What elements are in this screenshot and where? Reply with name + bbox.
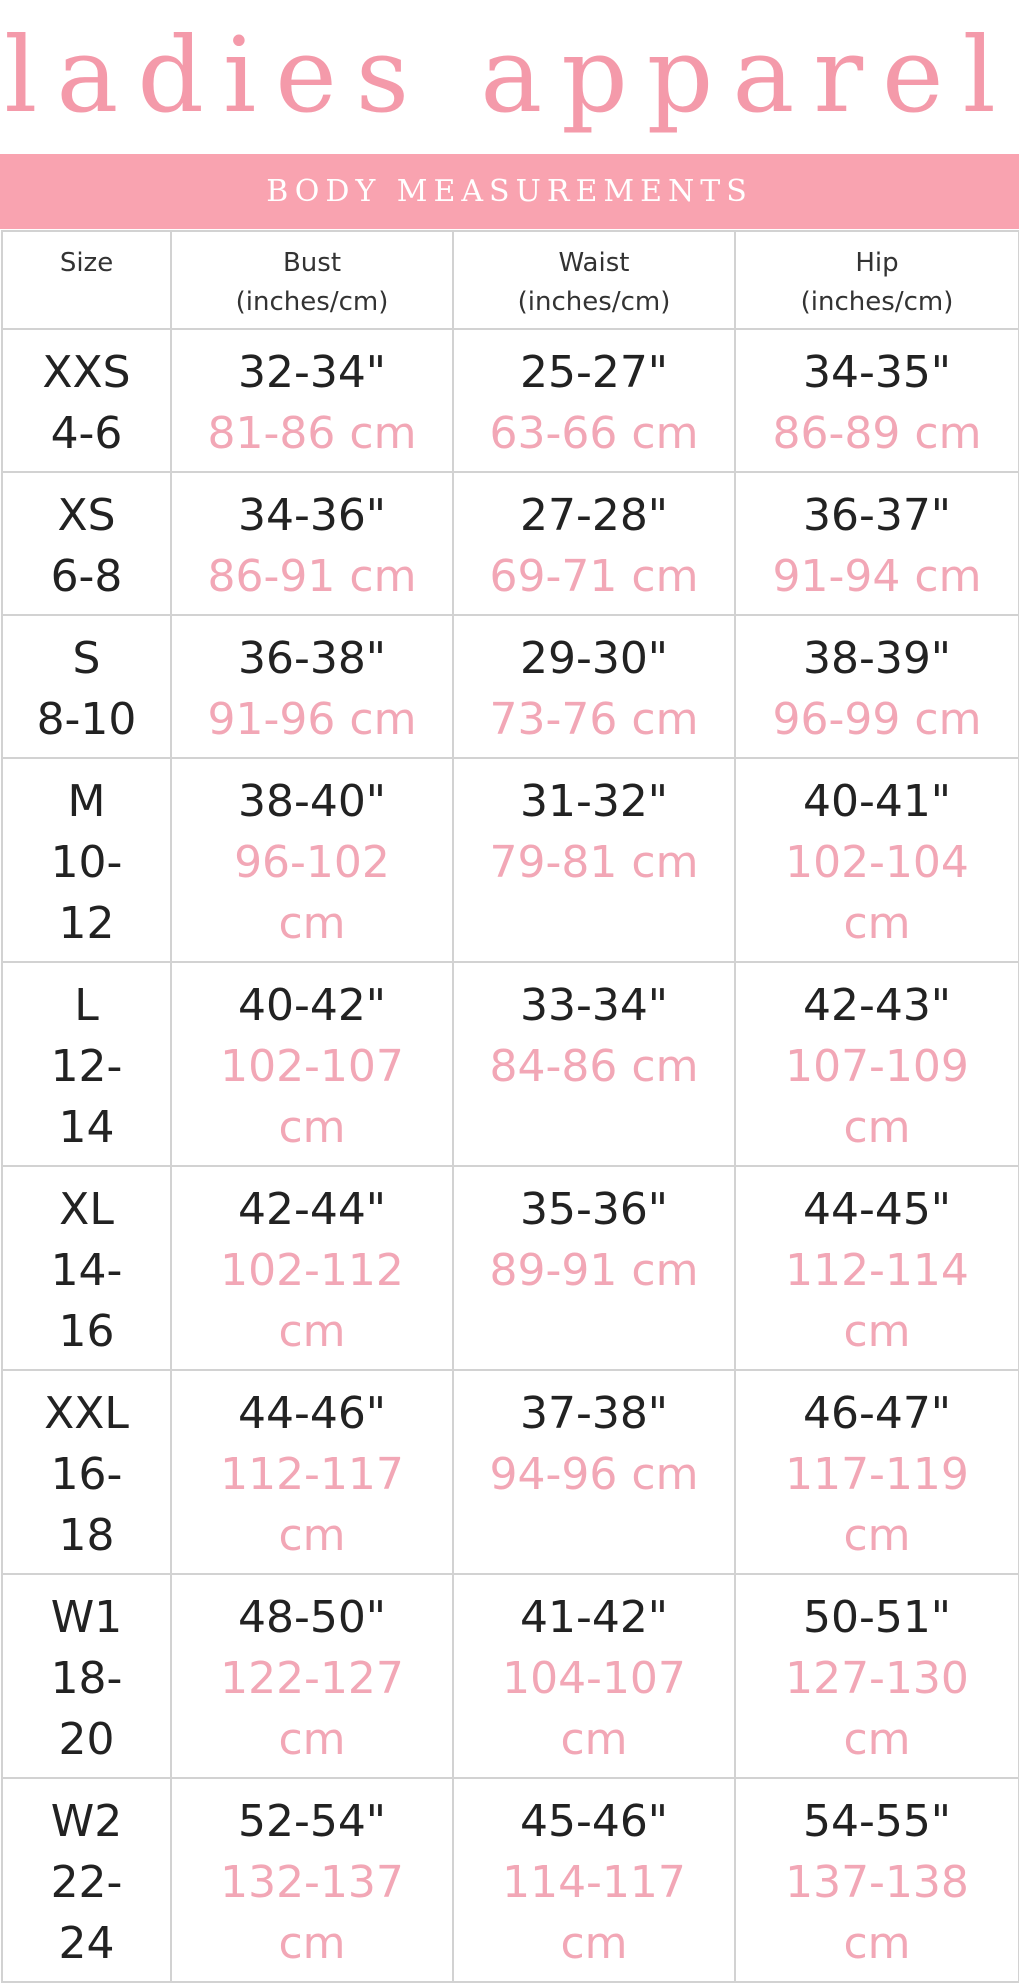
waist-cell — [453, 962, 735, 1166]
size-cell — [2, 1370, 171, 1574]
waist-inches: 41-42" — [519, 1592, 669, 1643]
header-hip — [735, 231, 1019, 329]
waist-cell — [453, 758, 735, 962]
bust-inches: 42-44" — [237, 1184, 387, 1235]
bust-cell — [171, 1778, 453, 1982]
hip-cm: 127-130 — [785, 1653, 969, 1704]
table-row — [2, 1166, 1019, 1370]
size-numeric: 14 — [58, 1102, 115, 1153]
waist-cell — [453, 1370, 735, 1574]
waist-cm: 63-66 cm — [489, 408, 699, 459]
size-numeric: 18 — [58, 1510, 115, 1561]
size-numeric: 12- — [50, 1041, 123, 1092]
waist-inches: 29-30" — [519, 633, 669, 684]
hip-cell — [735, 1574, 1019, 1778]
bust-cm: 86-91 cm — [207, 551, 417, 602]
waist-cell — [453, 472, 735, 615]
hip-inches: 40-41" — [802, 776, 952, 827]
size-cell — [2, 329, 171, 472]
size-numeric: 10- — [50, 837, 123, 888]
bust-inches: 52-54" — [237, 1796, 387, 1847]
size-numeric: 18- — [50, 1653, 123, 1704]
hip-inches: 38-39" — [802, 633, 952, 684]
size-label: L — [74, 980, 99, 1031]
hip-cm: 86-89 cm — [772, 408, 982, 459]
hip-cell — [735, 329, 1019, 472]
size-cell — [2, 1574, 171, 1778]
header-size — [2, 231, 171, 329]
bust-cm: cm — [278, 1306, 346, 1357]
header-row — [2, 231, 1019, 329]
waist-cm: 79-81 cm — [489, 837, 699, 888]
page-title: ladies apparel — [4, 14, 1015, 136]
header-hip-units: (inches/cm) — [800, 287, 954, 317]
size-cell — [2, 962, 171, 1166]
table-row — [2, 615, 1019, 758]
size-label: XL — [59, 1184, 114, 1235]
size-numeric: 20 — [58, 1714, 115, 1765]
table-row — [2, 1778, 1019, 1982]
hip-cm: 107-109 — [785, 1041, 969, 1092]
bust-cell — [171, 758, 453, 962]
hip-inches: 36-37" — [802, 490, 952, 541]
header-waist-units: (inches/cm) — [517, 287, 671, 317]
hip-inches: 44-45" — [802, 1184, 952, 1235]
hip-cm: cm — [843, 1714, 911, 1765]
bust-cm: cm — [278, 1918, 346, 1969]
hip-cell — [735, 1370, 1019, 1574]
hip-cm: 137-138 — [785, 1857, 969, 1908]
hip-cell — [735, 472, 1019, 615]
size-numeric: 14- — [50, 1245, 123, 1296]
waist-cm: cm — [560, 1714, 628, 1765]
size-label: W2 — [50, 1796, 123, 1847]
bust-cm: cm — [278, 1510, 346, 1561]
size-cell — [2, 1166, 171, 1370]
header-waist — [453, 231, 735, 329]
waist-cm: cm — [560, 1918, 628, 1969]
bust-cell — [171, 962, 453, 1166]
waist-cm: 73-76 cm — [489, 694, 699, 745]
waist-cell — [453, 1166, 735, 1370]
table-row — [2, 472, 1019, 615]
bust-inches: 36-38" — [237, 633, 387, 684]
size-numeric: 16 — [58, 1306, 115, 1357]
waist-cm: 84-86 cm — [489, 1041, 699, 1092]
hip-cell — [735, 962, 1019, 1166]
bust-cm: 122-127 — [220, 1653, 404, 1704]
hip-cm: cm — [843, 1918, 911, 1969]
waist-cm: 104-107 — [502, 1653, 686, 1704]
table-row — [2, 1370, 1019, 1574]
bust-cell — [171, 1370, 453, 1574]
section-banner: BODY MEASUREMENTS — [0, 154, 1019, 229]
hip-cell — [735, 758, 1019, 962]
bust-inches: 32-34" — [237, 347, 387, 398]
bust-cell — [171, 329, 453, 472]
size-label: M — [67, 776, 106, 827]
size-numeric: 8-10 — [36, 694, 137, 745]
hip-cell — [735, 615, 1019, 758]
hip-cm: cm — [843, 1306, 911, 1357]
waist-cm: 114-117 — [502, 1857, 686, 1908]
bust-cell — [171, 1166, 453, 1370]
waist-cell — [453, 1778, 735, 1982]
size-cell — [2, 472, 171, 615]
waist-cm: 89-91 cm — [489, 1245, 699, 1296]
size-numeric: 4-6 — [50, 408, 123, 459]
size-chart-table — [1, 230, 1019, 1983]
table-row — [2, 962, 1019, 1166]
table-row — [2, 1574, 1019, 1778]
size-cell — [2, 615, 171, 758]
size-numeric: 16- — [50, 1449, 123, 1500]
hip-cm: 102-104 — [785, 837, 969, 888]
bust-inches: 34-36" — [237, 490, 387, 541]
hip-cm: cm — [843, 1102, 911, 1153]
size-label: S — [72, 633, 101, 684]
waist-inches: 27-28" — [519, 490, 669, 541]
bust-cm: 102-107 — [220, 1041, 404, 1092]
bust-cell — [171, 1574, 453, 1778]
size-cell — [2, 1778, 171, 1982]
size-label: XXS — [42, 347, 131, 398]
waist-cell — [453, 1574, 735, 1778]
table-row — [2, 758, 1019, 962]
waist-inches: 37-38" — [519, 1388, 669, 1439]
waist-inches: 33-34" — [519, 980, 669, 1031]
bust-cm: 132-137 — [220, 1857, 404, 1908]
header-waist-label: Waist — [558, 248, 630, 278]
bust-cm: cm — [278, 898, 346, 949]
header-bust — [171, 231, 453, 329]
table-body — [2, 329, 1019, 1982]
table-row — [2, 329, 1019, 472]
header-size-label: Size — [59, 248, 114, 278]
hip-cm: 112-114 — [785, 1245, 969, 1296]
bust-inches: 40-42" — [237, 980, 387, 1031]
bust-cm: 81-86 cm — [207, 408, 417, 459]
hip-inches: 50-51" — [802, 1592, 952, 1643]
hip-inches: 46-47" — [802, 1388, 952, 1439]
waist-cm: 69-71 cm — [489, 551, 699, 602]
bust-cm: 91-96 cm — [207, 694, 417, 745]
size-label: XS — [57, 490, 116, 541]
bust-inches: 44-46" — [237, 1388, 387, 1439]
header-bust-units: (inches/cm) — [235, 287, 389, 317]
hip-cell — [735, 1778, 1019, 1982]
waist-inches: 25-27" — [519, 347, 669, 398]
size-label: W1 — [50, 1592, 123, 1643]
size-numeric: 24 — [58, 1918, 115, 1969]
waist-inches: 35-36" — [519, 1184, 669, 1235]
bust-inches: 38-40" — [237, 776, 387, 827]
waist-cell — [453, 329, 735, 472]
bust-cm: cm — [278, 1102, 346, 1153]
bust-cm: 102-112 — [220, 1245, 404, 1296]
waist-cell — [453, 615, 735, 758]
hip-inches: 54-55" — [802, 1796, 952, 1847]
size-cell — [2, 758, 171, 962]
waist-cm: 94-96 cm — [489, 1449, 699, 1500]
header-hip-label: Hip — [855, 248, 899, 278]
hip-cell — [735, 1166, 1019, 1370]
bust-cm: 112-117 — [220, 1449, 404, 1500]
size-numeric: 12 — [58, 898, 115, 949]
waist-inches: 45-46" — [519, 1796, 669, 1847]
size-label: XXL — [44, 1388, 129, 1439]
hip-cm: cm — [843, 1510, 911, 1561]
size-numeric: 6-8 — [50, 551, 123, 602]
bust-cell — [171, 472, 453, 615]
waist-inches: 31-32" — [519, 776, 669, 827]
hip-inches: 42-43" — [802, 980, 952, 1031]
hip-cm: cm — [843, 898, 911, 949]
bust-cell — [171, 615, 453, 758]
hip-inches: 34-35" — [802, 347, 952, 398]
hip-cm: 117-119 — [785, 1449, 969, 1500]
bust-inches: 48-50" — [237, 1592, 387, 1643]
hip-cm: 96-99 cm — [772, 694, 982, 745]
bust-cm: 96-102 — [234, 837, 390, 888]
header-bust-label: Bust — [282, 248, 342, 278]
hip-cm: 91-94 cm — [772, 551, 982, 602]
size-numeric: 22- — [50, 1857, 123, 1908]
bust-cm: cm — [278, 1714, 346, 1765]
